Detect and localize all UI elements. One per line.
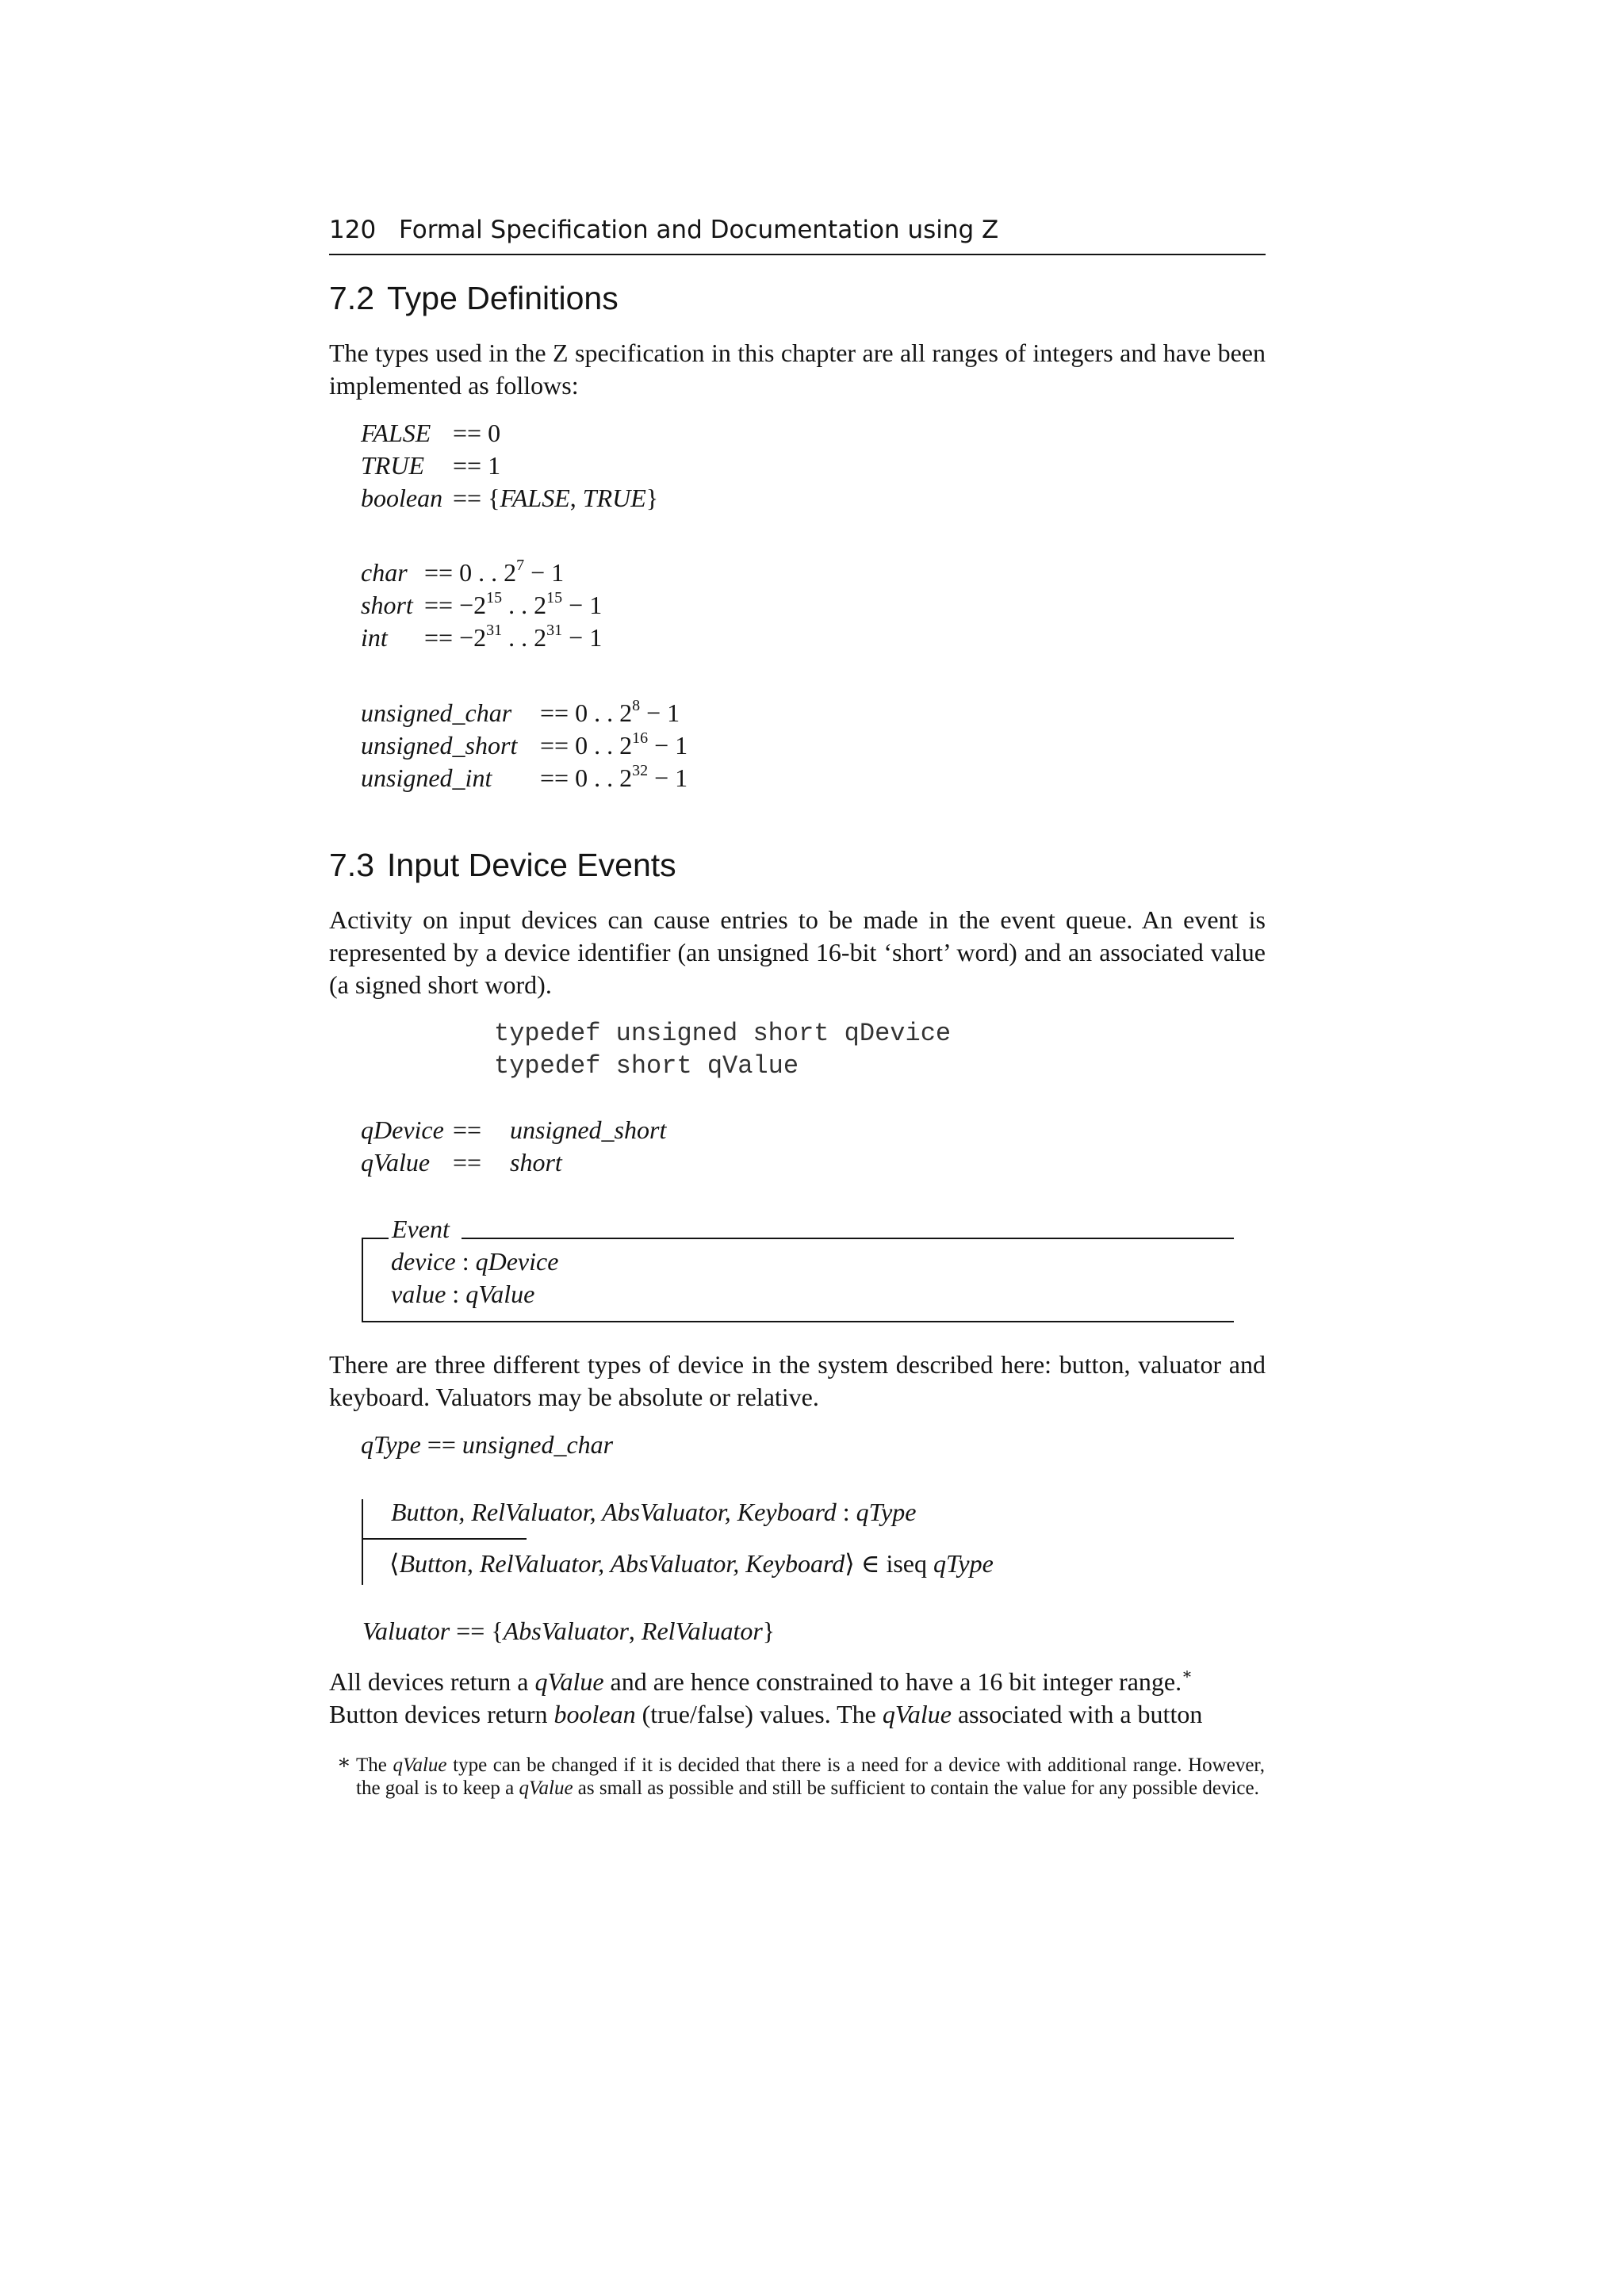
axdef-left-rule	[362, 1499, 363, 1585]
def-rhs: == $-2^{15}$ . . $2^{15} - 1$	[424, 589, 603, 619]
text-line: All devices return a qValue and are hence constrained to have a 16 bit integer range.∗	[329, 1666, 1193, 1696]
paragraph-device-types: There are three different types of device in the system described here: button, valuator and keyboard. Valuators may be absolute or relative.	[329, 1350, 1266, 1411]
def-name: char	[361, 558, 408, 587]
schema-left-rule	[362, 1238, 363, 1322]
section-number: 7.2	[329, 280, 374, 316]
schema-declaration: device : qDevice	[391, 1247, 559, 1276]
paragraph-input-devices: Activity on input devices can cause entries to be made in the event queue. An event is represented by a device identifier (an unsigned 16-bit ‘short’ word) and an associated value (a signed short word).	[329, 905, 1266, 999]
schema-declaration: value : qValue	[391, 1280, 535, 1308]
def-rhs: == 0 . . $2^7 - 1$	[424, 557, 565, 587]
section-title: Input Device Events	[387, 847, 676, 883]
def-rhs: == 0 . . $2^{16} - 1$	[540, 729, 688, 760]
def-rhs: short	[510, 1148, 562, 1177]
schema-top-rule-right	[462, 1238, 1234, 1239]
footnote-text: The qValue type can be changed if it is decided that there is a need for a device with additional range. However, the goal is to keep a qValue as small as possible and still be sufficient to contain the value for any possible device.	[356, 1755, 1265, 1799]
def-rhs: unsigned_short	[510, 1115, 667, 1144]
paragraph-qvalue-range	[329, 1666, 1266, 1731]
valuator-abbreviation: Valuator == {AbsValuator, RelValuator}	[362, 1617, 776, 1645]
code-line: typedef short qValue	[494, 1051, 799, 1081]
axdef-predicate: ⟨Button, RelValuator, AbsValuator, Keyboard⟩ ∈ iseq qType	[389, 1549, 994, 1578]
def-name: qValue	[361, 1148, 431, 1177]
def-rhs: == 1	[453, 451, 501, 480]
page-number: 120	[329, 216, 377, 244]
def-name: int	[361, 623, 388, 652]
running-header	[329, 216, 1266, 255]
schema-name: Event	[392, 1215, 450, 1243]
def-name: boolean	[361, 484, 443, 512]
schema-top-rule-left	[362, 1238, 389, 1239]
def-eq: ==	[453, 1115, 482, 1144]
paragraph-intro-types: The types used in the Z specification in this chapter are all ranges of integers and have been implemented as follows:	[329, 339, 1266, 400]
def-rhs: == $-2^{31}$ . . $2^{31} - 1$	[424, 622, 603, 652]
def-name: FALSE	[361, 419, 431, 447]
qtype-abbreviation: qType == unsigned_char	[361, 1430, 614, 1459]
def-rhs: == 0 . . $2^{32} - 1$	[540, 762, 688, 792]
section-heading-7-3	[329, 847, 676, 884]
code-line: typedef unsigned short qDevice	[494, 1019, 952, 1048]
footnote-mark: ∗	[337, 1751, 351, 1774]
def-rhs: == 0 . . $2^8 - 1$	[540, 697, 680, 727]
def-name: short	[361, 591, 413, 619]
def-name: TRUE	[361, 451, 424, 480]
def-rhs: == {FALSE, TRUE}	[453, 484, 659, 512]
def-name: unsigned_char	[361, 698, 512, 727]
axdef-separator	[362, 1538, 527, 1540]
section-title: Type Definitions	[387, 280, 619, 316]
footnote-reference: ∗	[1182, 1666, 1193, 1683]
section-number: 7.3	[329, 847, 374, 883]
def-eq: ==	[453, 1148, 482, 1177]
section-heading-7-2	[329, 280, 619, 317]
def-name: unsigned_int	[361, 763, 492, 792]
text-line: Button devices return boolean (true/false) values. The qValue associated with a button	[329, 1700, 1203, 1728]
def-rhs: == 0	[453, 419, 501, 447]
axdef-declaration: Button, RelValuator, AbsValuator, Keyboard : qType	[391, 1498, 917, 1526]
def-name: qDevice	[361, 1115, 444, 1144]
running-title: Formal Specification and Documentation using Z	[399, 216, 999, 244]
schema-bottom-rule	[362, 1321, 1234, 1322]
def-name: unsigned_short	[361, 731, 518, 760]
